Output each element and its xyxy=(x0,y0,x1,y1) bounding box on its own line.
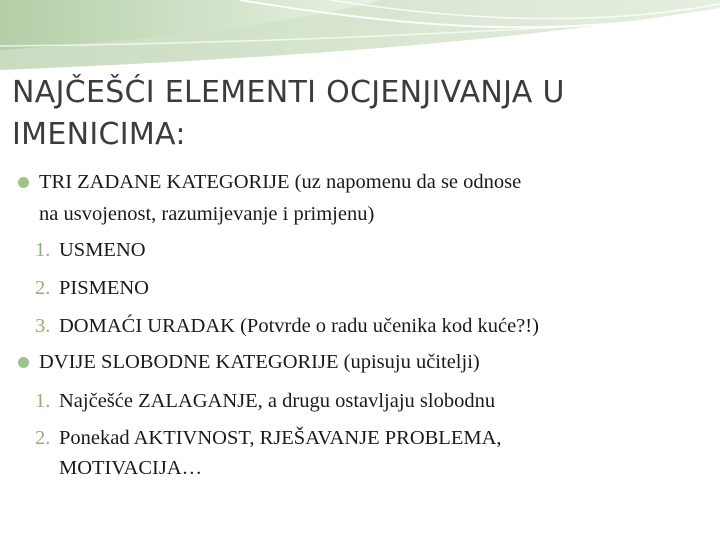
slide-title-line: IMENICIMA: xyxy=(12,117,186,152)
list-item-number: 2. xyxy=(35,427,51,449)
slide-title xyxy=(12,72,702,156)
list-item-text: PISMENO xyxy=(59,277,149,299)
list-item-number: 1. xyxy=(35,239,51,261)
bullet-dot-icon xyxy=(18,177,29,188)
list-item-number: 3. xyxy=(35,315,51,337)
slide-title-line: NAJČEŠĆI ELEMENTI OCJENJIVANJA U xyxy=(12,75,565,110)
list-item-text: USMENO xyxy=(59,239,146,261)
list-item-number: 2. xyxy=(35,277,51,299)
list-item-number: 1. xyxy=(35,390,51,412)
list-item-text: MOTIVACIJA… xyxy=(59,457,203,479)
bullet-text: na usvojenost, razumijevanje i primjenu) xyxy=(39,203,375,225)
header-swoosh-decoration xyxy=(0,0,720,70)
list-item-text: DOMAĆI URADAK (Potvrde o radu učenika kod kuće?!) xyxy=(59,315,539,337)
list-item-text: Ponekad AKTIVNOST, RJEŠAVANJE PROBLEMA, xyxy=(59,427,502,449)
bullet-text: TRI ZADANE KATEGORIJE (uz napomenu da se odnose xyxy=(39,171,522,193)
bullet-text: DVIJE SLOBODNE KATEGORIJE (upisuju učitelji) xyxy=(39,351,480,373)
list-item-text: Najčešće ZALAGANJE, a drugu ostavljaju slobodnu xyxy=(59,390,496,412)
bullet-dot-icon xyxy=(18,357,29,368)
